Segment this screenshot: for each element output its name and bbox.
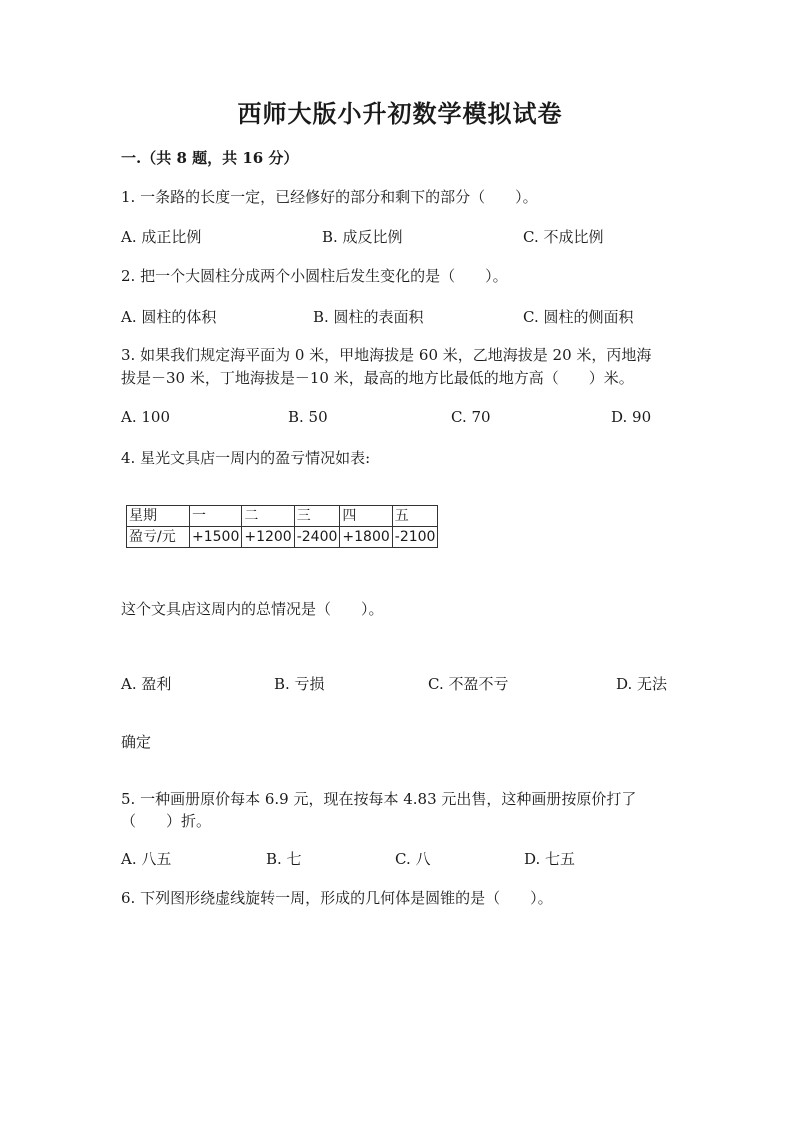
page-title: 西师大版小升初数学模拟试卷 bbox=[237, 99, 563, 128]
question-4-option-b[interactable]: B. 亏损 bbox=[274, 675, 325, 693]
table-header-cell: 五 bbox=[392, 506, 438, 527]
question-1-stem: 1. 一条路的长度一定，已经修好的部分和剩下的部分（ ）。 bbox=[121, 188, 538, 206]
question-4-option-d[interactable]: D. 无法 bbox=[616, 675, 668, 693]
table-header-cell: 星期 bbox=[127, 506, 190, 527]
table-header-cell: 四 bbox=[340, 506, 392, 527]
question-5-option-a[interactable]: A. 八五 bbox=[121, 850, 172, 868]
question-3-stem-line-2: 拔是－30 米，丁地海拔是－10 米，最高的地方比最低的地方高（ ）米。 bbox=[121, 369, 634, 387]
question-4-question: 这个文具店这周内的总情况是（ ）。 bbox=[121, 600, 384, 618]
question-3-option-d[interactable]: D. 90 bbox=[611, 408, 652, 426]
question-5-stem-line-1: 5. 一种画册原价每本 6.9 元，现在按每本 4.83 元出售，这种画册按原价打了 bbox=[121, 790, 637, 808]
table-header-cell: 一 bbox=[190, 506, 242, 527]
section-heading: 一.（共 8 题，共 16 分） bbox=[121, 149, 299, 167]
question-4-option-d-wrap: 确定 bbox=[121, 733, 152, 751]
question-3-stem-line-1: 3. 如果我们规定海平面为 0 米，甲地海拔是 60 米，乙地海拔是 20 米，丙地海 bbox=[121, 346, 652, 364]
question-4-option-c[interactable]: C. 不盈不亏 bbox=[428, 675, 509, 693]
table-cell: +1200 bbox=[242, 527, 294, 548]
question-1-option-b[interactable]: B. 成反比例 bbox=[322, 228, 403, 246]
question-5-option-c[interactable]: C. 八 bbox=[395, 850, 431, 868]
question-6-stem: 6. 下列图形绕虚线旋转一周，形成的几何体是圆锥的是（ ）。 bbox=[121, 889, 553, 907]
question-2-option-b[interactable]: B. 圆柱的表面积 bbox=[313, 308, 424, 326]
question-5-option-d[interactable]: D. 七五 bbox=[524, 850, 576, 868]
table-row bbox=[127, 527, 438, 548]
question-3-option-a[interactable]: A. 100 bbox=[121, 408, 170, 426]
question-1-option-a[interactable]: A. 成正比例 bbox=[121, 228, 202, 246]
question-1-option-c[interactable]: C. 不成比例 bbox=[523, 228, 604, 246]
question-2-stem: 2. 把一个大圆柱分成两个小圆柱后发生变化的是（ ）。 bbox=[121, 267, 508, 285]
table-cell: -2100 bbox=[392, 527, 438, 548]
profit-loss-table bbox=[126, 505, 438, 548]
table-header-cell: 二 bbox=[242, 506, 294, 527]
table-header-cell: 三 bbox=[294, 506, 340, 527]
question-5-stem-line-2: （ ）折。 bbox=[121, 812, 212, 830]
table-cell: +1800 bbox=[340, 527, 392, 548]
question-2-option-a[interactable]: A. 圆柱的体积 bbox=[121, 308, 217, 326]
table-cell: +1500 bbox=[190, 527, 242, 548]
table-header-row bbox=[127, 506, 438, 527]
question-3-option-c[interactable]: C. 70 bbox=[451, 408, 491, 426]
question-5-option-b[interactable]: B. 七 bbox=[266, 850, 302, 868]
question-4-stem: 4. 星光文具店一周内的盈亏情况如表: bbox=[121, 449, 371, 467]
table-cell: 盈亏/元 bbox=[127, 527, 190, 548]
question-4-option-a[interactable]: A. 盈利 bbox=[121, 675, 172, 693]
table-cell: -2400 bbox=[294, 527, 340, 548]
question-3-option-b[interactable]: B. 50 bbox=[288, 408, 328, 426]
question-2-option-c[interactable]: C. 圆柱的侧面积 bbox=[523, 308, 634, 326]
